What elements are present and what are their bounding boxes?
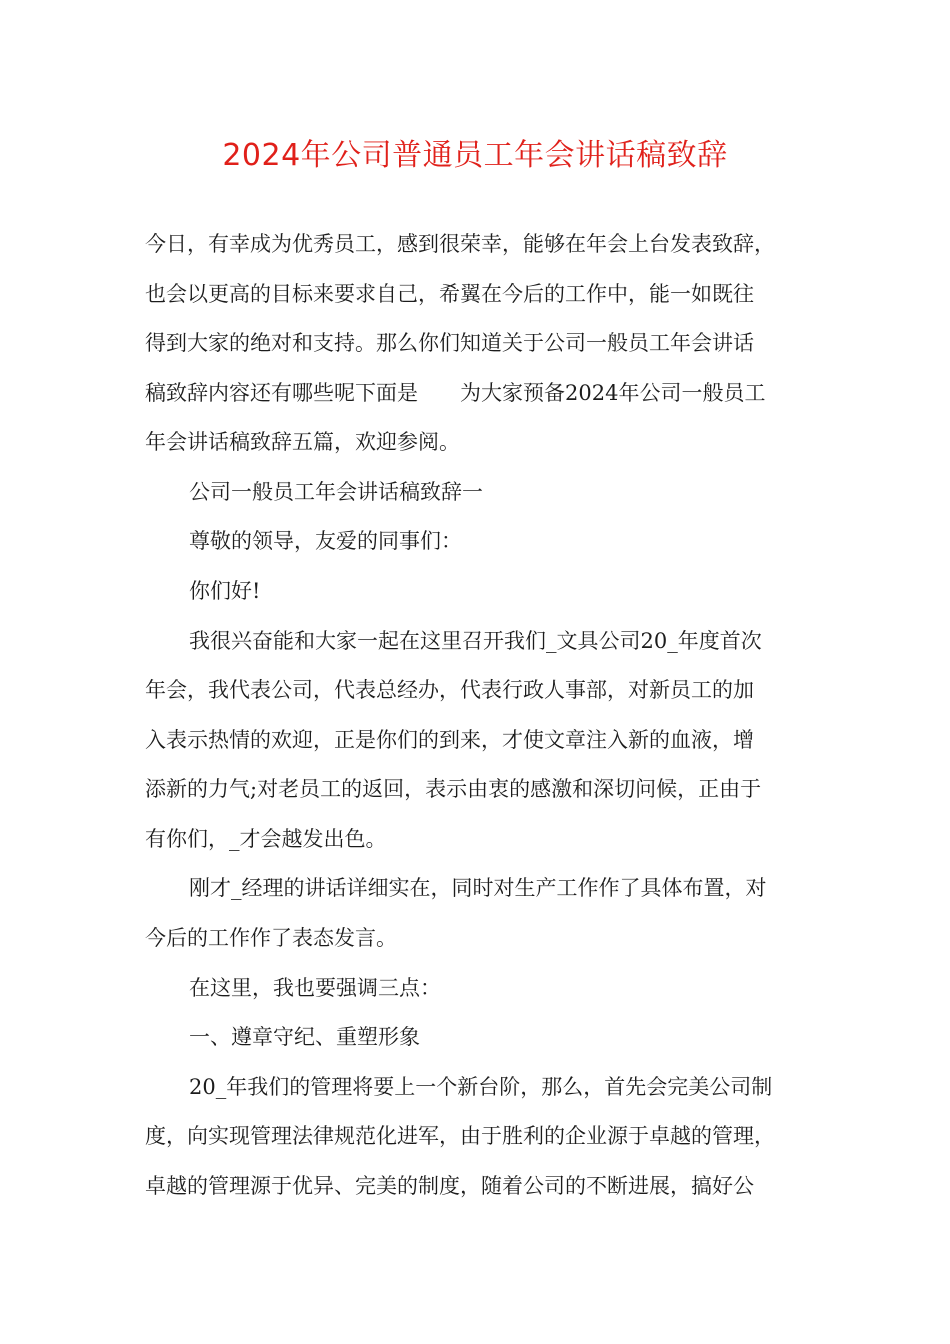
paragraph-line: 年会，我代表公司，代表总经办，代表行政人事部，对新员工的加 xyxy=(145,678,754,702)
paragraph-line: 入表示热情的欢迎，正是你们的到来，才使文章注入新的血液，增 xyxy=(145,728,754,752)
paragraph-line: 我很兴奋能和大家一起在这里召开我们_文具公司20_年度首次 xyxy=(189,629,762,653)
document-title: 2024年公司普通员工年会讲话稿致辞 xyxy=(222,138,728,173)
paragraph-line: 也会以更高的目标来要求自己，希翼在今后的工作中，能一如既往 xyxy=(145,282,754,306)
section-heading: 一、遵章守纪、重塑形象 xyxy=(189,1025,420,1049)
paragraph-line: 在这里，我也要强调三点： xyxy=(189,976,441,1000)
paragraph-line: 得到大家的绝对和支持。那么你们知道关于公司一般员工年会讲话 xyxy=(145,331,754,355)
paragraph-line: 添新的力气;对老员工的返回，表示由衷的感激和深切问候，正由于 xyxy=(145,777,762,801)
paragraph-line: 今日，有幸成为优秀员工，感到很荣幸，能够在年会上台发表致辞， xyxy=(145,232,775,256)
paragraph-line: 有你们，_才会越发出色。 xyxy=(145,827,387,851)
paragraph-line: 今后的工作作了表态发言。 xyxy=(145,926,397,950)
paragraph-line: 20_年我们的管理将要上一个新台阶，那么，首先会完美公司制 xyxy=(189,1075,773,1099)
section-heading: 公司一般员工年会讲话稿致辞一 xyxy=(189,480,483,504)
salutation: 尊敬的领导，友爱的同事们： xyxy=(189,529,462,553)
paragraph-line: 稿致辞内容还有哪些呢下面是 为大家预备2024年公司一般员工 xyxy=(145,381,766,405)
paragraph-line: 卓越的管理源于优异、完美的制度，随着公司的不断进展，搞好公 xyxy=(145,1174,754,1198)
paragraph-line: 度，向实现管理法律规范化进军，由于胜利的企业源于卓越的管理， xyxy=(145,1124,775,1148)
paragraph-line: 刚才_经理的讲话详细实在，同时对生产工作作了具体布置，对 xyxy=(189,876,767,900)
greeting: 你们好! xyxy=(189,579,261,603)
paragraph-line: 年会讲话稿致辞五篇，欢迎参阅。 xyxy=(145,430,460,454)
